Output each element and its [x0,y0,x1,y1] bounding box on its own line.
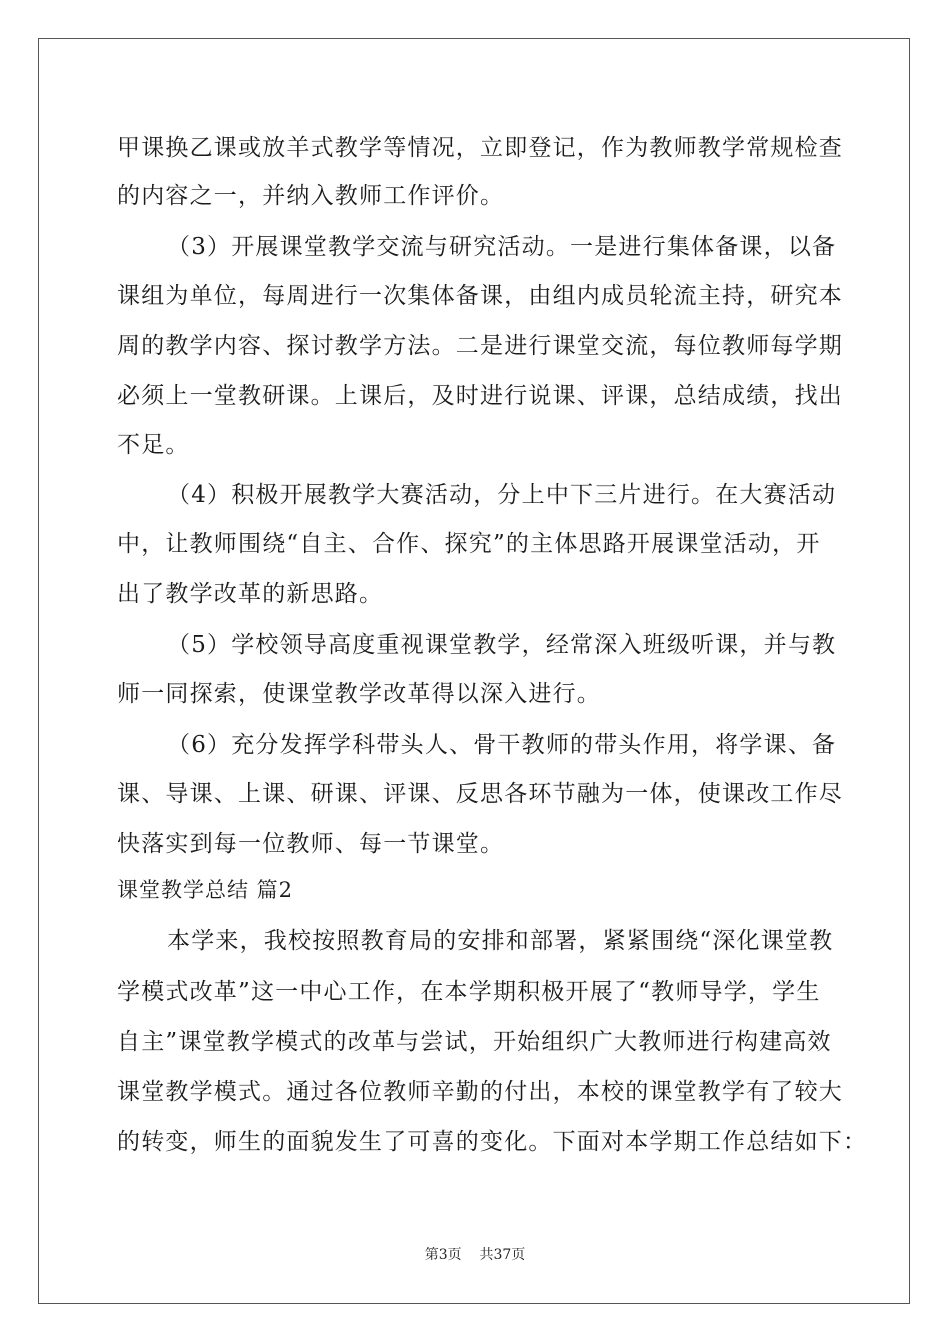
paragraph-4-start: （4）积极开展教学大赛活动，分上中下三片进行。在大赛活动 [167,482,837,508]
text-line: 甲课换乙课或放羊式教学等情况，立即登记，作为教师教学常规检查 [117,135,843,161]
paragraph-6-start: （6）充分发挥学科带头人、骨干教师的带头作用，将学课、备 [167,732,837,758]
text-line: 学模式改革”这一中心工作，在本学期积极开展了“教师导学，学生 [117,979,821,1005]
text-line: 课组为单位，每周进行一次集体备课，由组内成员轮流主持，研究本 [117,283,843,309]
text-line: 周的教学内容、探讨教学方法。二是进行课堂交流，每位教师每学期 [117,333,843,359]
text-line: 师一同探索，使课堂教学改革得以深入进行。 [117,681,601,707]
section-heading: 课堂教学总结 篇2 [117,878,294,902]
text-line: 不足。 [117,432,190,458]
text-line: 中，让教师围绕“自主、合作、探究”的主体思路开展课堂活动，开 [117,531,821,557]
text-line: 的转变，师生的面貌发生了可喜的变化。下面对本学期工作总结如下： [117,1129,868,1155]
paragraph-3-start: （3）开展课堂教学交流与研究活动。一是进行集体备课，以备 [167,234,837,260]
text-line: 快落实到每一位教师、每一节课堂。 [117,831,505,857]
text-line: 自主”课堂教学模式的改革与尝试，开始组织广大教师进行构建高效 [117,1029,832,1055]
paragraph-5-start: （5）学校领导高度重视课堂教学，经常深入班级听课，并与教 [167,632,837,658]
text-line: 必须上一堂教研课。上课后，及时进行说课、评课，总结成绩，找出 [117,383,843,409]
text-line: 出了教学改革的新思路。 [117,581,384,607]
paragraph-intro-start: 本学来，我校按照教育局的安排和部署，紧紧围绕“深化课堂教 [167,928,834,954]
text-line: 的内容之一，并纳入教师工作评价。 [117,183,505,209]
page-number-footer: 第3页 共37页 [424,1247,526,1263]
text-line: 课堂教学模式。通过各位教师辛勤的付出，本校的课堂教学有了较大 [117,1079,843,1105]
text-line: 课、导课、上课、研课、评课、反思各环节融为一体，使课改工作尽 [117,781,843,807]
